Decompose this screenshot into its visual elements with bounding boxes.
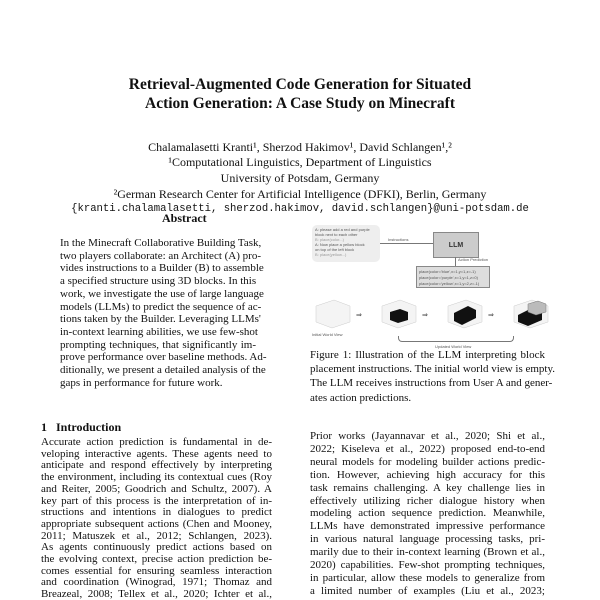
action-line: place(color='purple',x=1,y=1,z=0) — [419, 275, 478, 280]
text-line: vides instructions to a Builder (B) to assemble — [60, 262, 264, 275]
instructions-arrow — [380, 243, 433, 244]
figure-1 — [300, 222, 570, 352]
world-view-1 — [378, 298, 418, 330]
dialogue-line: block next to each other — [315, 232, 358, 237]
text-line: anticipate and respond effectively by interpreting — [41, 459, 272, 472]
action-box — [416, 266, 490, 288]
paper-title-line-1: Retrieval-Augmented Code Generation for Situated — [128, 76, 472, 93]
text-line: work, we investigate the use of large language — [60, 287, 264, 300]
world-view-3 — [510, 298, 550, 330]
text-line: a limited number of examples (Liu et al., 2023; — [310, 584, 545, 597]
text-line: 2020) capabilities. Few-shot prompting techniques, — [310, 559, 545, 571]
world-view-empty — [312, 298, 352, 330]
text-line: models (LLMs) to predict the sequence of ac- — [60, 300, 262, 313]
text-line: tion. However, achieving high accuracy for this — [310, 468, 545, 481]
text-line: Figure 1: Illustration of the LLM interpreting block — [310, 349, 545, 361]
authors: Chalamalasetti Kranti¹, Sherzod Hakimov¹, David Schlangen¹,² — [148, 140, 452, 154]
text-line: prompting techniques, that significantly im- — [60, 338, 256, 351]
text-line: the environment, including its contextual cues (Roy — [41, 471, 272, 484]
introduction-heading: 1 Introduction — [41, 420, 122, 434]
text-line: Accurate action prediction is fundamental in de- — [41, 436, 272, 448]
text-line: Prior works (Jayannavar et al., 2020; Shi et al., — [310, 430, 545, 442]
text-line: two players collaborate: an Architect (A) pro- — [60, 249, 261, 262]
text-line: structions and intentions in dialogues to predict — [41, 506, 272, 519]
world-view-2 — [444, 298, 484, 330]
text-line: comes essential for ensuring seamless interaction — [41, 564, 272, 577]
text-line: marily due to their in-context learning (Brown et al., — [310, 546, 545, 559]
action-line: place(color='blue',x=1,y=1,z=-1) — [419, 269, 476, 274]
text-line: The LLM receives instructions from User A and gener- — [310, 377, 553, 390]
action-line: place(color='yellow',x=1,y=2,z=-1) — [419, 281, 480, 286]
prediction-arrow — [455, 257, 456, 266]
text-line: in various natural language processing tasks, pri- — [310, 533, 545, 546]
affiliation-1: ¹Computational Linguistics, Department of Linguistics — [168, 155, 432, 169]
dialogue-line: B: place(yellow...) — [315, 252, 347, 257]
text-line: Breazeal, 2008; Tellex et al., 2020; Ichter et al., — [41, 588, 272, 600]
abstract-heading: Abstract — [162, 211, 207, 225]
arrow-icon: ⇒ — [422, 312, 428, 319]
text-line: veloping interactive agents. These agents need to — [41, 447, 272, 460]
text-line: As agents continuously predict actions based on — [41, 541, 272, 554]
text-line: 2011; Matuszek et al., 2012; Schlangen, 2023). — [41, 529, 272, 542]
affiliation-3: ²German Research Center for Artificial Intelligence (DFKI), Berlin, Germany — [113, 187, 487, 201]
text-line: the evolving context, precise action prediction be- — [41, 553, 272, 565]
dialogue-line: B: place(color...) — [315, 237, 344, 242]
text-line: a specified structure using 3D blocks. In this — [60, 275, 257, 288]
text-line: In the Minecraft Collaborative Building Task, — [60, 237, 262, 249]
text-line: 2022; Kiseleva et al., 2022) proposed end-to-end — [310, 442, 545, 455]
text-line: tions taken by the Builder. Leveraging LLMs' — [60, 313, 261, 326]
text-line: gaps in performance for future work. — [60, 376, 223, 389]
text-line: effectively utilizing richer dialogue history when — [310, 494, 545, 507]
paper-title-line-2: Action Generation: A Case Study on Minecraft — [145, 95, 455, 112]
arrow-icon: ⇒ — [488, 312, 494, 319]
dialogue-line: on top of the left block — [315, 247, 355, 252]
text-line: task remains challenging. A key challenge lies in — [310, 481, 545, 494]
text-line: ditionally, we present a detailed analysis of the — [60, 364, 266, 376]
dialogue-line: A: Now place a yellow block — [315, 242, 365, 247]
updated-world-view-label: Updated World View — [435, 344, 472, 349]
text-line: modeling action sequence prediction. Meanwhile, — [310, 507, 545, 520]
affiliation-2: University of Potsdam, Germany — [220, 171, 380, 185]
instructions-label: Instructions — [388, 237, 409, 242]
initial-world-view-label: Initial World View — [312, 332, 343, 337]
text-line: appropriate subsequent actions (Chen and Mooney, — [41, 517, 272, 530]
text-line: key part of this process is the interpretation of in- — [41, 494, 272, 507]
action-prediction-label: Action Prediction — [458, 257, 489, 262]
dialogue-line: A: please add a red and purple — [315, 227, 370, 232]
dialogue-bubble — [312, 225, 380, 262]
text-line: and Reiter, 2005; Goodrich and Schultz, 2007). A — [41, 482, 272, 495]
text-line: ates action predictions. — [310, 391, 412, 404]
text-line: LLMs have demonstrated impressive performance — [310, 520, 545, 533]
brace — [398, 336, 514, 342]
llm-box: LLM — [433, 232, 479, 258]
text-line: neural models for modeling builder actions predic- — [310, 455, 545, 468]
arrow-icon: ⇒ — [356, 312, 362, 319]
author-emails: {kranti.chalamalasetti, sherzod.hakimov, david.schlangen}@uni-potsdam.de — [71, 203, 529, 215]
text-line: and coordination (Winograd, 1971; Thomaz and — [41, 576, 272, 589]
text-line: in-context learning abilities, we use few-shot — [60, 325, 258, 338]
text-line: in particular, allow these models to generalize from — [310, 571, 545, 584]
text-line: placement instructions. The initial world view is empty. — [310, 363, 556, 376]
text-line: prove performance over baseline methods. Ad- — [60, 351, 267, 364]
